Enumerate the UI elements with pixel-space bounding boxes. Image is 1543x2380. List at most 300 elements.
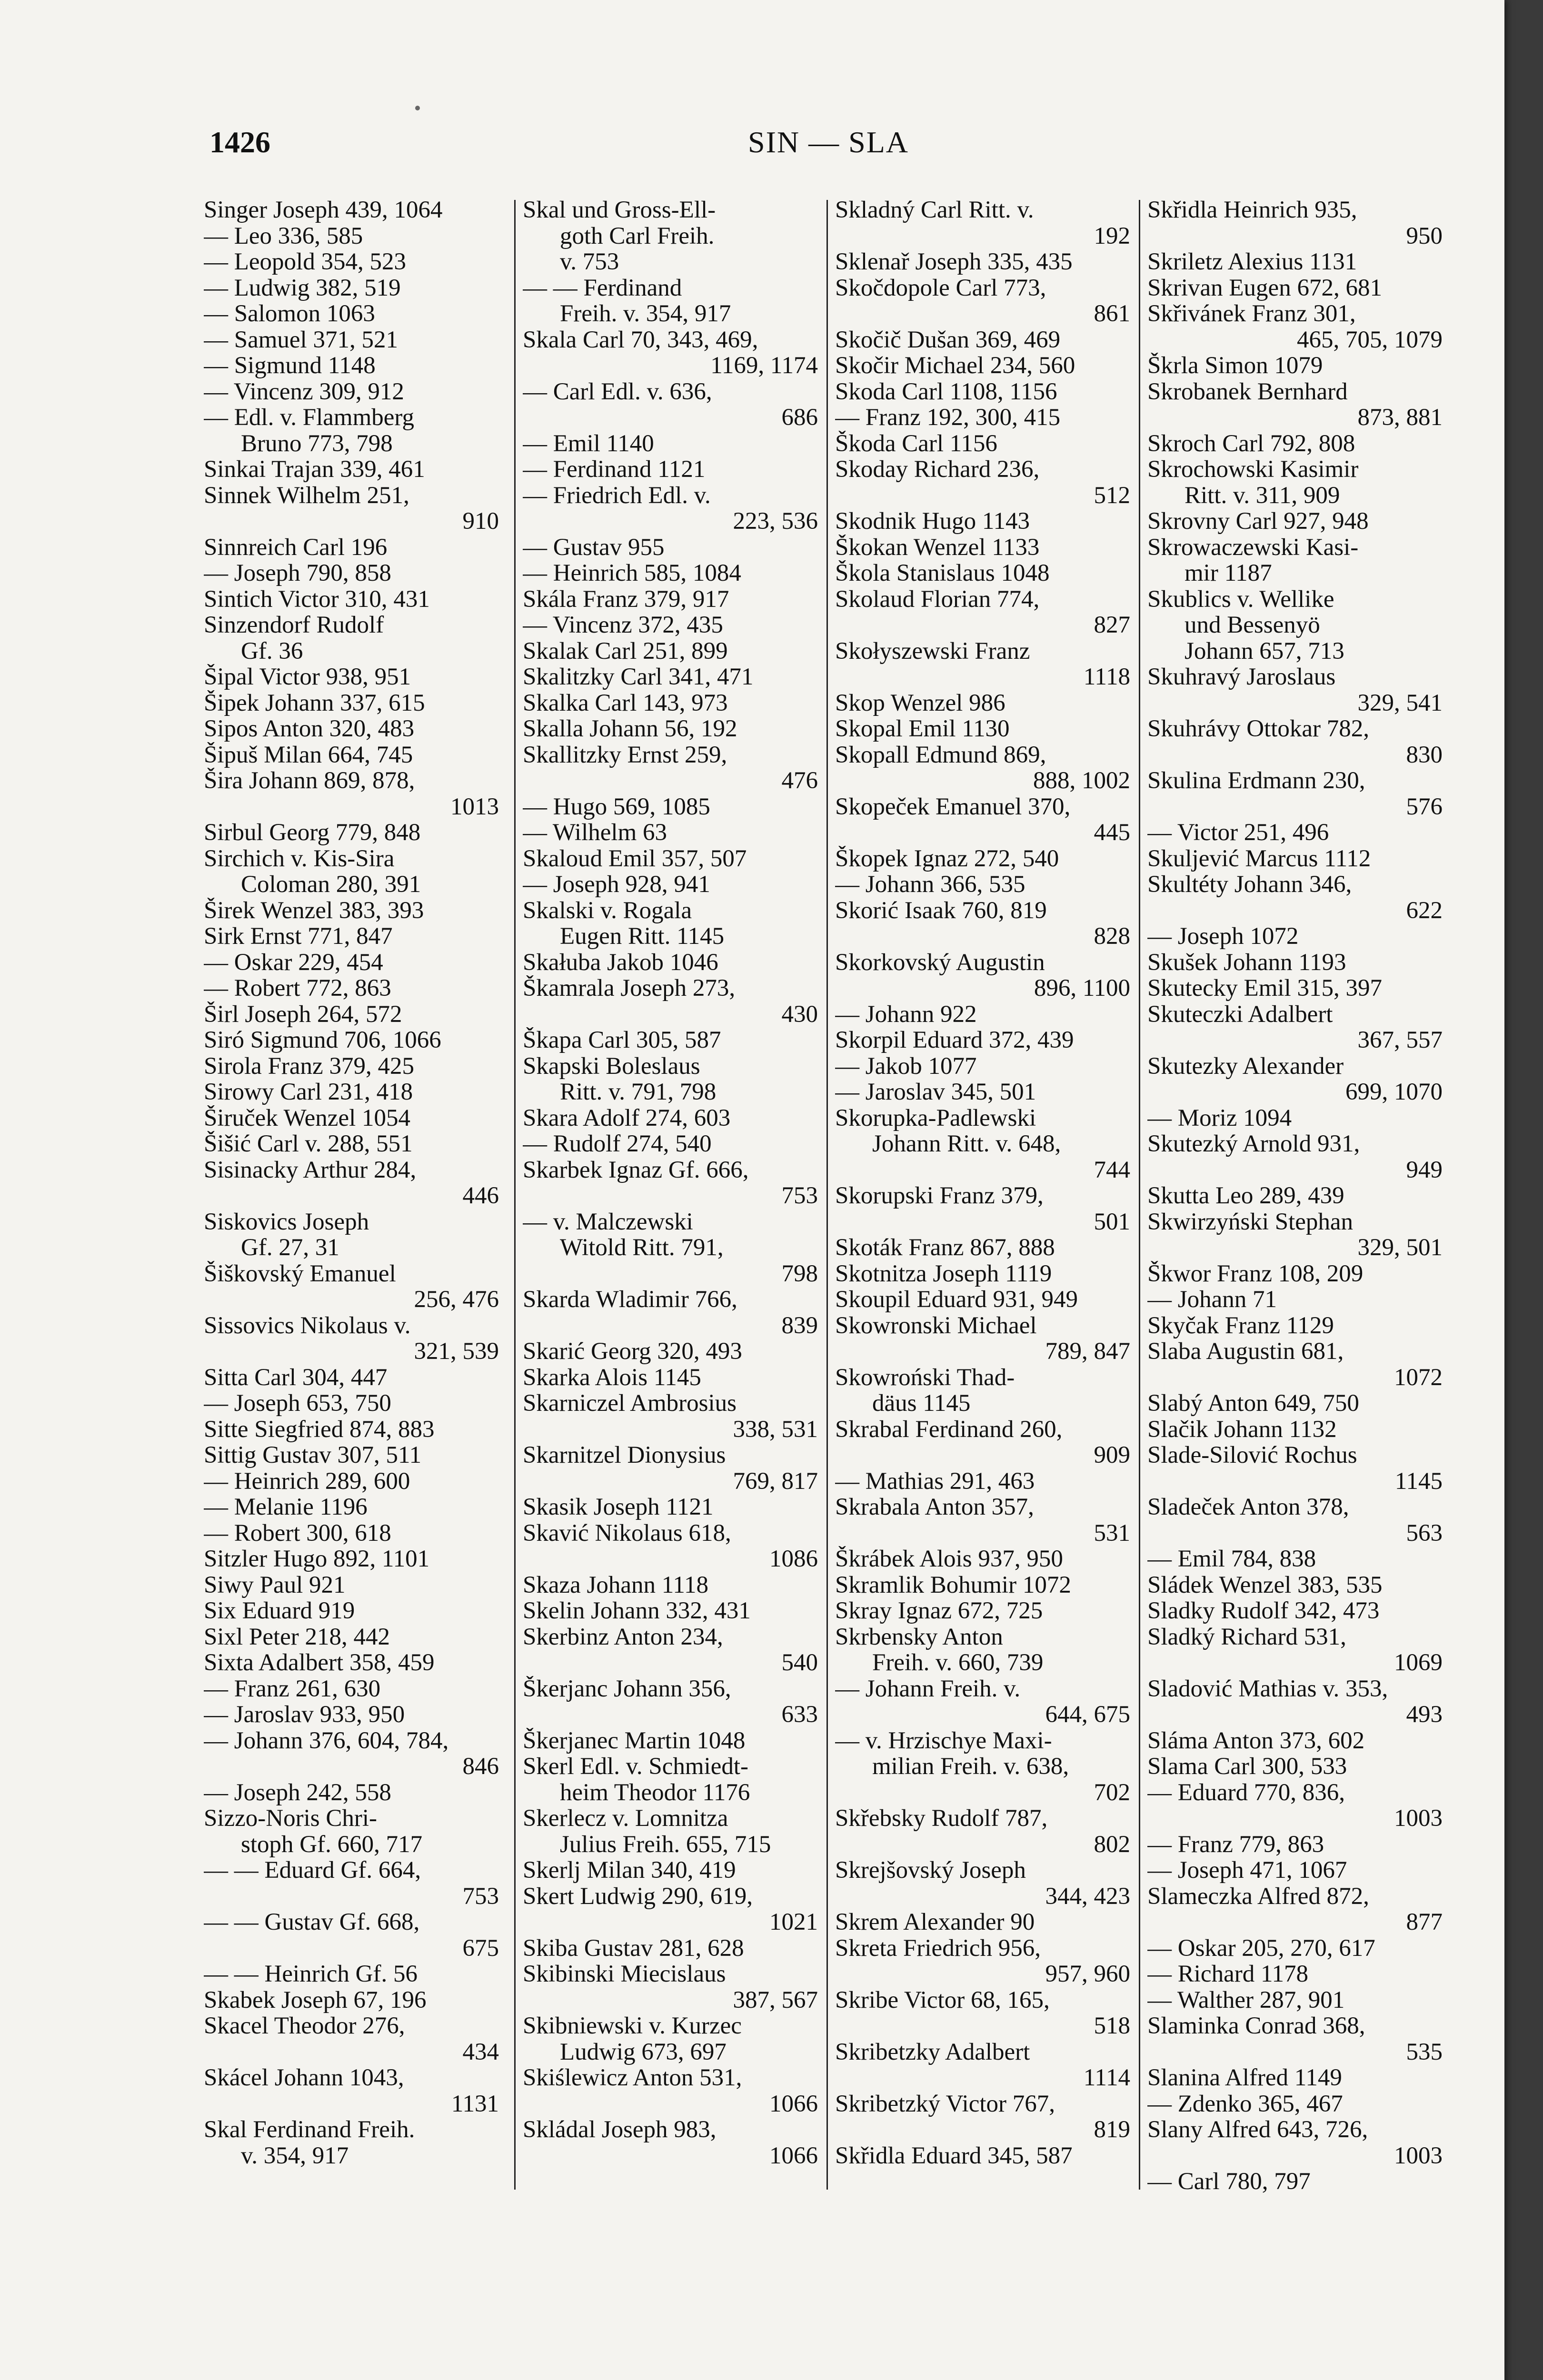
index-entry-line: 702 <box>1094 1779 1130 1805</box>
index-entry-line: Skop Wenzel 986 <box>835 690 1005 716</box>
index-entry-line: 512 <box>1094 482 1130 508</box>
index-entry-line: Slama Carl 300, 533 <box>1147 1754 1347 1780</box>
index-entry-line: Sladović Mathias v. 353, <box>1147 1676 1388 1702</box>
index-entry-line: Skodnik Hugo 1143 <box>835 508 1030 535</box>
index-entry-line: Skuljević Marcus 1112 <box>1147 845 1371 872</box>
index-entry-line: Gf. 36 <box>241 638 303 664</box>
index-entry-line: Škoda Carl 1156 <box>835 430 997 456</box>
index-entry-line: Skrochowski Kasimir <box>1147 456 1359 483</box>
index-entry-line: — Eduard 770, 836, <box>1147 1779 1345 1805</box>
index-entry-line: Sládek Wenzel 383, 535 <box>1147 1572 1383 1598</box>
index-entry-line: Skuhravý Jaroslaus <box>1147 664 1336 690</box>
index-column-2 <box>523 197 818 2258</box>
index-entry-line: Skacel Theodor 276, <box>204 2013 405 2039</box>
index-columns <box>199 197 1456 2258</box>
index-entry-line: Skrovny Carl 927, 948 <box>1147 508 1369 535</box>
index-entry-line: 830 <box>1406 742 1443 768</box>
index-entry-line: 896, 1100 <box>1034 975 1130 1002</box>
index-entry-line: Sklenař Joseph 335, 435 <box>835 249 1073 275</box>
index-entry-line: Sirchich v. Kis-Sira <box>204 845 395 872</box>
index-entry-line: Slany Alfred 643, 726, <box>1147 2117 1368 2143</box>
index-entry-line: Skal und Gross-Ell- <box>523 197 716 223</box>
index-entry-line: — v. Malczewski <box>523 1209 693 1235</box>
index-entry-line: Coloman 280, 391 <box>241 872 421 898</box>
index-entry-line: Skarniczel Ambrosius <box>523 1390 737 1417</box>
index-entry-line: — Carl Edl. v. 636, <box>523 378 712 405</box>
index-entry-line: Šira Johann 869, 878, <box>204 768 415 794</box>
index-entry-line: 861 <box>1094 301 1130 327</box>
index-entry-line: Širuček Wenzel 1054 <box>204 1105 410 1131</box>
index-entry-line: Sladký Richard 531, <box>1147 1624 1346 1650</box>
index-entry-line: Freih. v. 354, 917 <box>560 301 731 327</box>
index-entry-line: 223, 536 <box>733 508 818 535</box>
index-entry-line: 910 <box>462 508 499 535</box>
index-entry-line: Skoda Carl 1108, 1156 <box>835 378 1057 405</box>
index-entry-line: — v. Hrzischye Maxi- <box>835 1727 1052 1754</box>
index-entry-line: 367, 557 <box>1357 1027 1443 1053</box>
index-entry-line: — Zdenko 365, 467 <box>1147 2091 1343 2117</box>
index-entry-line: Sirowy Carl 231, 418 <box>204 1079 413 1105</box>
index-entry-line: 476 <box>781 768 818 794</box>
index-entry-line: Skałuba Jakob 1046 <box>523 949 718 975</box>
index-entry-line: Sinnek Wilhelm 251, <box>204 482 409 508</box>
index-entry-line: Gf. 27, 31 <box>241 1235 339 1261</box>
index-entry-line: Sixta Adalbert 358, 459 <box>204 1650 435 1676</box>
index-entry-line: Sirola Franz 379, 425 <box>204 1053 414 1079</box>
index-entry-line: Skiślewicz Anton 531, <box>523 2065 742 2091</box>
index-entry-line: 430 <box>781 1001 818 1027</box>
index-entry-line: Slaba Augustin 681, <box>1147 1339 1344 1365</box>
index-entry-line: 445 <box>1094 820 1130 846</box>
index-entry-line: — Victor 251, 496 <box>1147 820 1329 846</box>
index-entry-line: Skladný Carl Ritt. v. <box>835 197 1034 223</box>
index-entry-line: — Johann 376, 604, 784, <box>204 1727 449 1754</box>
index-entry-line: 1072 <box>1394 1364 1443 1390</box>
index-entry-line: Skorpil Eduard 372, 439 <box>835 1027 1074 1053</box>
index-entry-line: — Walther 287, 901 <box>1147 1987 1345 2013</box>
index-entry-line: — Joseph 1072 <box>1147 923 1299 950</box>
index-entry-line: Skala Carl 70, 343, 469, <box>523 327 758 353</box>
index-entry-line: Skutta Leo 289, 439 <box>1147 1183 1344 1209</box>
page-header <box>209 125 1447 163</box>
index-entry-line: Skyčak Franz 1129 <box>1147 1312 1334 1339</box>
index-entry-line: 828 <box>1094 923 1130 950</box>
index-entry-line: Skutezky Alexander <box>1147 1053 1344 1079</box>
index-entry-line: 1003 <box>1394 2142 1443 2169</box>
index-entry-line: 819 <box>1094 2117 1130 2143</box>
index-entry-line: — Leo 336, 585 <box>204 223 363 249</box>
index-entry-line: 798 <box>781 1260 818 1287</box>
index-entry-line: 531 <box>1094 1520 1130 1546</box>
index-entry-line: Skiba Gustav 281, 628 <box>523 1935 744 1961</box>
running-head: SIN — SLA <box>747 125 909 159</box>
index-entry-line: Skrowaczewski Kasi- <box>1147 534 1359 560</box>
index-entry-line: Skapski Boleslaus <box>523 1053 700 1079</box>
index-entry-line: Škamrala Joseph 273, <box>523 975 736 1002</box>
index-entry-line: 839 <box>781 1312 818 1339</box>
index-entry-line: — Carl 780, 797 <box>1147 2169 1311 2195</box>
index-entry-line: heim Theodor 1176 <box>560 1779 750 1805</box>
index-entry-line: — Jaroslav 933, 950 <box>204 1702 405 1728</box>
index-entry-line: 535 <box>1406 2039 1443 2065</box>
index-entry-line: Skorkovský Augustin <box>835 949 1045 975</box>
index-entry-line: — Gustav 955 <box>523 534 665 560</box>
index-entry-line: 744 <box>1094 1157 1130 1183</box>
index-entry-line: 1066 <box>769 2091 818 2117</box>
index-entry-line: Skolaud Florian 774, <box>835 586 1040 612</box>
index-entry-line: 576 <box>1406 793 1443 820</box>
index-entry-line: Skalka Carl 143, 973 <box>523 690 728 716</box>
column-rule <box>1139 200 1140 2190</box>
index-entry-line: — Johann 366, 535 <box>835 872 1025 898</box>
index-entry-line: — Friedrich Edl. v. <box>523 482 711 508</box>
index-entry-line: 1114 <box>1083 2065 1130 2091</box>
index-entry-line: Skopall Edmund 869, <box>835 742 1046 768</box>
index-entry-line: — Vincenz 372, 435 <box>523 612 723 638</box>
index-entry-line: 769, 817 <box>733 1468 818 1494</box>
index-entry-line: 518 <box>1094 2013 1130 2039</box>
index-entry-line: — Ludwig 382, 519 <box>204 275 401 301</box>
index-entry-line: 686 <box>781 405 818 431</box>
index-entry-line: Skrem Alexander 90 <box>835 1909 1035 1935</box>
index-entry-line: Skroch Carl 792, 808 <box>1147 430 1355 456</box>
index-entry-line: — — Heinrich Gf. 56 <box>204 1961 418 1987</box>
index-entry-line: Skládal Joseph 983, <box>523 2117 717 2143</box>
index-entry-line: Skert Ludwig 290, 619, <box>523 1883 753 1909</box>
index-entry-line: v. 354, 917 <box>241 2142 349 2169</box>
index-entry-line: — Robert 772, 863 <box>204 975 391 1002</box>
index-entry-line: 1021 <box>769 1909 818 1935</box>
index-entry-line: 877 <box>1406 1909 1443 1935</box>
index-entry-line: Sintich Victor 310, 431 <box>204 586 430 612</box>
index-entry-line: Škapa Carl 305, 587 <box>523 1027 721 1053</box>
index-entry-line: Skrejšovský Joseph <box>835 1857 1026 1884</box>
index-entry-line: 344, 423 <box>1045 1883 1130 1909</box>
index-entry-line: Slanina Alfred 1149 <box>1147 2065 1342 2091</box>
index-entry-line: Skriletz Alexius 1131 <box>1147 249 1357 275</box>
index-entry-line: Širl Joseph 264, 572 <box>204 1001 402 1027</box>
index-entry-line: 256, 476 <box>414 1287 499 1313</box>
index-entry-line: 329, 501 <box>1357 1235 1443 1261</box>
index-entry-line: — Franz 192, 300, 415 <box>835 405 1061 431</box>
index-entry-line: — Wilhelm 63 <box>523 820 667 846</box>
index-entry-line: Witold Ritt. 791, <box>560 1235 724 1261</box>
index-entry-line: — Johann 922 <box>835 1001 977 1027</box>
index-entry-line: 633 <box>781 1702 818 1728</box>
index-entry-line: Slačik Johann 1132 <box>1147 1416 1337 1442</box>
index-entry-line: 888, 1002 <box>1033 768 1130 794</box>
index-entry-line: 321, 539 <box>414 1339 499 1365</box>
index-entry-line: 465, 705, 1079 <box>1297 327 1443 353</box>
index-entry-line: Skerbinz Anton 234, <box>523 1624 723 1650</box>
index-entry-line: — Oskar 229, 454 <box>204 949 383 975</box>
index-entry-line: Skřebsky Rudolf 787, <box>835 1805 1048 1832</box>
index-entry-line: Skřidla Heinrich 935, <box>1147 197 1357 223</box>
index-entry-line: Šipek Johann 337, 615 <box>204 690 425 716</box>
index-entry-line: Skopeček Emanuel 370, <box>835 793 1071 820</box>
index-entry-line: 957, 960 <box>1045 1961 1130 1987</box>
index-entry-line: Skarda Wladimir 766, <box>523 1287 737 1313</box>
index-entry-line: Skabek Joseph 67, 196 <box>204 1987 427 2013</box>
index-entry-line: 1069 <box>1394 1650 1443 1676</box>
index-entry-line: Skowronski Michael <box>835 1312 1037 1339</box>
index-entry-line: Skrabal Ferdinand 260, <box>835 1416 1063 1442</box>
index-entry-line: Škopek Ignaz 272, 540 <box>835 845 1059 872</box>
index-entry-line: 873, 881 <box>1357 405 1443 431</box>
index-entry-line: Sladky Rudolf 342, 473 <box>1147 1598 1380 1624</box>
index-entry-line: Julius Freih. 655, 715 <box>560 1831 771 1857</box>
index-column-1 <box>204 197 499 2258</box>
index-entry-line: Skibinski Miecislaus <box>523 1961 726 1987</box>
index-entry-line: 1066 <box>769 2142 818 2169</box>
index-entry-line: — Salomon 1063 <box>204 301 375 327</box>
index-entry-line: — Joseph 653, 750 <box>204 1390 391 1417</box>
index-entry-line: — Joseph 790, 858 <box>204 560 391 586</box>
index-entry-line: 501 <box>1094 1209 1130 1235</box>
index-entry-line: Skreta Friedrich 956, <box>835 1935 1041 1961</box>
index-entry-line: — — Gustav Gf. 668, <box>204 1909 420 1935</box>
index-entry-line: 446 <box>462 1183 499 1209</box>
index-entry-line: Skopal Emil 1130 <box>835 716 1010 742</box>
index-entry-line: 493 <box>1406 1702 1443 1728</box>
index-entry-line: Skarbek Ignaz Gf. 666, <box>523 1157 749 1183</box>
index-entry-line: Skołyszewski Franz <box>835 638 1030 664</box>
column-rule <box>826 200 828 2190</box>
index-entry-line: Skribetzký Victor 767, <box>835 2091 1055 2117</box>
index-entry-line: Skrobanek Bernhard <box>1147 378 1348 405</box>
index-entry-line: und Bessenyö <box>1185 612 1320 638</box>
index-entry-line: Skoták Franz 867, 888 <box>835 1235 1055 1261</box>
index-entry-line: 1086 <box>769 1546 818 1572</box>
index-entry-line: Skelin Johann 332, 431 <box>523 1598 751 1624</box>
index-entry-line: 802 <box>1094 1831 1130 1857</box>
index-entry-line: — Robert 300, 618 <box>204 1520 391 1546</box>
index-entry-line: Skerl Edl. v. Schmiedt- <box>523 1754 749 1780</box>
index-entry-line: Slabý Anton 649, 750 <box>1147 1390 1359 1417</box>
index-entry-line: Sirbul Georg 779, 848 <box>204 820 421 846</box>
index-entry-line: mir 1187 <box>1185 560 1272 586</box>
index-entry-line: 949 <box>1406 1157 1443 1183</box>
index-entry-line: Ritt. v. 791, 798 <box>560 1079 717 1105</box>
index-entry-line: Skutezký Arnold 931, <box>1147 1131 1360 1157</box>
index-entry-line: Sipos Anton 320, 483 <box>204 716 415 742</box>
index-entry-line: Skrivan Eugen 672, 681 <box>1147 275 1382 301</box>
index-entry-line: Sisinacky Arthur 284, <box>204 1157 417 1183</box>
index-entry-line: — Emil 1140 <box>523 430 654 456</box>
index-entry-line: Skwirzyński Stephan <box>1147 1209 1354 1235</box>
index-entry-line: — Samuel 371, 521 <box>204 327 398 353</box>
index-entry-line: Skutecky Emil 315, 397 <box>1147 975 1382 1002</box>
index-entry-line: Skal Ferdinand Freih. <box>204 2117 415 2143</box>
index-entry-line: milian Freih. v. 638, <box>872 1754 1069 1780</box>
index-entry-line: Skalski v. Rogala <box>523 897 692 923</box>
index-entry-line: Skalitzky Carl 341, 471 <box>523 664 754 690</box>
index-entry-line: Johann 657, 713 <box>1185 638 1344 664</box>
index-entry-line: Skočdopole Carl 773, <box>835 275 1046 301</box>
index-entry-line: 1118 <box>1083 664 1130 690</box>
index-entry-line: Skavić Nikolaus 618, <box>523 1520 731 1546</box>
index-entry-line: — — Ferdinand <box>523 275 682 301</box>
index-entry-line: Sinnreich Carl 196 <box>204 534 388 560</box>
index-entry-line: Skotnitza Joseph 1119 <box>835 1260 1052 1287</box>
index-entry-line: 563 <box>1406 1520 1443 1546</box>
index-entry-line: Sitzler Hugo 892, 1101 <box>204 1546 430 1572</box>
index-entry-line: 1003 <box>1394 1805 1443 1832</box>
index-entry-line: — Melanie 1196 <box>204 1494 368 1520</box>
index-entry-line: Skuhrávy Ottokar 782, <box>1147 716 1370 742</box>
index-entry-line: — Joseph 471, 1067 <box>1147 1857 1347 1884</box>
index-column-3 <box>835 197 1130 2258</box>
index-entry-line: Škerjanec Martin 1048 <box>523 1727 746 1754</box>
index-entry-line: — Leopold 354, 523 <box>204 249 406 275</box>
index-entry-line: Skara Adolf 274, 603 <box>523 1105 731 1131</box>
page-number: 1426 <box>209 125 270 159</box>
index-entry-line: Skočič Dušan 369, 469 <box>835 327 1061 353</box>
index-entry-line: 540 <box>781 1650 818 1676</box>
index-entry-line: Skerlj Milan 340, 419 <box>523 1857 736 1884</box>
index-entry-line: Slade-Silović Rochus <box>1147 1442 1357 1468</box>
index-entry-line: Skallitzky Ernst 259, <box>523 742 727 768</box>
index-entry-line: — Franz 779, 863 <box>1147 1831 1324 1857</box>
index-entry-line: — Jaroslav 345, 501 <box>835 1079 1036 1105</box>
index-entry-line: Skarić Georg 320, 493 <box>523 1339 742 1365</box>
index-entry-line: — Jakob 1077 <box>835 1053 977 1079</box>
index-entry-line: Skribetzky Adalbert <box>835 2039 1030 2065</box>
index-entry-line: Škokan Wenzel 1133 <box>835 534 1040 560</box>
index-entry-line: — — Eduard Gf. 664, <box>204 1857 421 1884</box>
index-entry-line: Skowroński Thad- <box>835 1364 1015 1390</box>
column-rule <box>514 200 516 2190</box>
index-entry-line: Škola Stanislaus 1048 <box>835 560 1050 586</box>
index-entry-line: goth Carl Freih. <box>560 223 715 249</box>
index-entry-line: — Emil 784, 838 <box>1147 1546 1316 1572</box>
index-entry-line: — Joseph 242, 558 <box>204 1779 391 1805</box>
index-entry-line: Eugen Ritt. 1145 <box>560 923 725 950</box>
index-entry-line: 622 <box>1406 897 1443 923</box>
index-entry-line: 434 <box>462 2039 499 2065</box>
index-entry-line: 338, 531 <box>733 1416 818 1442</box>
index-entry-line: Šišić Carl v. 288, 551 <box>204 1131 413 1157</box>
index-entry-line: Ritt. v. 311, 909 <box>1185 482 1340 508</box>
index-entry-line: Sláma Anton 373, 602 <box>1147 1727 1365 1754</box>
index-entry-line: Singer Joseph 439, 1064 <box>204 197 443 223</box>
index-entry-line: Škrla Simon 1079 <box>1147 353 1323 379</box>
index-entry-line: — Mathias 291, 463 <box>835 1468 1035 1494</box>
index-entry-line: — Franz 261, 630 <box>204 1676 381 1702</box>
index-entry-line: 644, 675 <box>1045 1702 1130 1728</box>
index-column-4 <box>1147 197 1443 2258</box>
index-entry-line: Siskovics Joseph <box>204 1209 369 1235</box>
index-entry-line: — Vincenz 309, 912 <box>204 378 404 405</box>
index-entry-line: 753 <box>781 1183 818 1209</box>
index-entry-line: 909 <box>1094 1442 1130 1468</box>
index-entry-line: Skoday Richard 236, <box>835 456 1040 483</box>
index-entry-line: — Heinrich 585, 1084 <box>523 560 741 586</box>
index-entry-line: — Rudolf 274, 540 <box>523 1131 712 1157</box>
index-entry-line: Sitta Carl 304, 447 <box>204 1364 388 1390</box>
index-entry-line: Skublics v. Wellike <box>1147 586 1334 612</box>
index-entry-line: 950 <box>1406 223 1443 249</box>
index-entry-line: — Johann Freih. v. <box>835 1676 1021 1702</box>
index-entry-line: Širek Wenzel 383, 393 <box>204 897 424 923</box>
index-entry-line: Skribe Victor 68, 165, <box>835 1987 1050 2013</box>
index-entry-line: 1131 <box>451 2091 499 2117</box>
index-entry-line: Skrabala Anton 357, <box>835 1494 1034 1520</box>
index-entry-line: Skulina Erdmann 230, <box>1147 768 1365 794</box>
index-entry-line: Skramlik Bohumir 1072 <box>835 1572 1071 1598</box>
index-entry-line: Škerjanc Johann 356, <box>523 1676 731 1702</box>
index-entry-line: Slameczka Alfred 872, <box>1147 1883 1369 1909</box>
index-entry-line: 1169, 1174 <box>710 353 818 379</box>
index-entry-line: Skorupka-Padlewski <box>835 1105 1036 1131</box>
index-entry-line: Skaloud Emil 357, 507 <box>523 845 747 872</box>
index-entry-line: Skibniewski v. Kurzec <box>523 2013 742 2039</box>
index-entry-line: — Moriz 1094 <box>1147 1105 1292 1131</box>
index-entry-line: Skaza Johann 1118 <box>523 1572 708 1598</box>
index-entry-line: Skušek Johann 1193 <box>1147 949 1346 975</box>
index-entry-line: — Edl. v. Flammberg <box>204 405 414 431</box>
index-entry-line: — Sigmund 1148 <box>204 353 376 379</box>
index-entry-line: Skála Franz 379, 917 <box>523 586 729 612</box>
index-entry-line: 827 <box>1094 612 1130 638</box>
index-entry-line: 699, 1070 <box>1345 1079 1443 1105</box>
index-entry-line: 846 <box>462 1754 499 1780</box>
index-entry-line: 1013 <box>450 793 499 820</box>
index-entry-line: Skuteczki Adalbert <box>1147 1001 1333 1027</box>
index-entry-line: Bruno 773, 798 <box>241 430 393 456</box>
index-entry-line: Skoupil Eduard 931, 949 <box>835 1287 1078 1313</box>
index-entry-line: Skalak Carl 251, 899 <box>523 638 728 664</box>
index-entry-line: Freih. v. 660, 739 <box>872 1650 1044 1676</box>
index-entry-line: Johann Ritt. v. 648, <box>872 1131 1061 1157</box>
index-entry-line: Sitte Siegfried 874, 883 <box>204 1416 435 1442</box>
index-entry-line: Skalla Johann 56, 192 <box>523 716 737 742</box>
index-entry-line: Skray Ignaz 672, 725 <box>835 1598 1043 1624</box>
index-entry-line: Sizzo-Noris Chri- <box>204 1805 378 1832</box>
index-entry-line: 329, 541 <box>1357 690 1443 716</box>
index-entry-line: Six Eduard 919 <box>204 1598 355 1624</box>
index-entry-line: Šipal Victor 938, 951 <box>204 664 411 690</box>
index-entry-line: 192 <box>1094 223 1130 249</box>
index-entry-line: Šiškovský Emanuel <box>204 1260 396 1287</box>
index-entry-line: — Oskar 205, 270, 617 <box>1147 1935 1375 1961</box>
index-entry-line: — Hugo 569, 1085 <box>523 793 710 820</box>
index-entry-line: Skerlecz v. Lomnitza <box>523 1805 728 1832</box>
index-entry-line: Skorić Isaak 760, 819 <box>835 897 1047 923</box>
index-entry-line: 753 <box>462 1883 499 1909</box>
index-entry-line: Sixl Peter 218, 442 <box>204 1624 390 1650</box>
index-entry-line: Sittig Gustav 307, 511 <box>204 1442 422 1468</box>
index-entry-line: Skarka Alois 1145 <box>523 1364 701 1390</box>
index-entry-line: — Richard 1178 <box>1147 1961 1309 1987</box>
index-entry-line: Sladeček Anton 378, <box>1147 1494 1349 1520</box>
index-entry-line: 789, 847 <box>1045 1339 1130 1365</box>
index-entry-line: Sirk Ernst 771, 847 <box>204 923 393 950</box>
index-entry-line: Skočir Michael 234, 560 <box>835 353 1075 379</box>
index-entry-line: — Heinrich 289, 600 <box>204 1468 410 1494</box>
index-entry-line: Slaminka Conrad 368, <box>1147 2013 1365 2039</box>
index-entry-line: Šipuš Milan 664, 745 <box>204 742 413 768</box>
index-entry-line: däus 1145 <box>872 1390 971 1417</box>
index-entry-line: Škrábek Alois 937, 950 <box>835 1546 1063 1572</box>
index-entry-line: Ludwig 673, 697 <box>560 2039 727 2065</box>
index-entry-line: stoph Gf. 660, 717 <box>241 1831 423 1857</box>
index-entry-line: Skorupski Franz 379, <box>835 1183 1044 1209</box>
index-entry-line: Skultéty Johann 346, <box>1147 872 1352 898</box>
index-entry-line: Siwy Paul 921 <box>204 1572 346 1598</box>
index-entry-line: Skasik Joseph 1121 <box>523 1494 714 1520</box>
index-entry-line: Skřidla Eduard 345, 587 <box>835 2142 1073 2169</box>
